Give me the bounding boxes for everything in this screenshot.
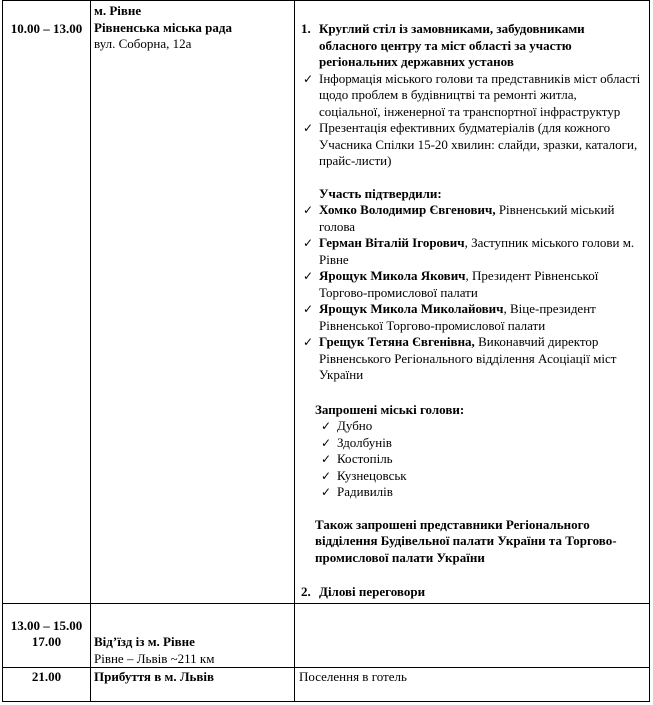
time-cell [3, 604, 91, 668]
list-item [299, 435, 641, 452]
person-name: Хомко Володимир Євгенович, [319, 202, 496, 217]
checkmark-icon: ✓ [303, 302, 314, 316]
list-item [299, 120, 641, 170]
item-title: Ділові переговори [319, 584, 426, 599]
city-item: Дубно [337, 418, 373, 433]
time-value: 21.00 [31, 669, 62, 684]
person-role: Рівненський міський голова [319, 202, 615, 234]
checkmark-icon: ✓ [321, 452, 332, 466]
time-range: 10.00 – 13.00 [10, 21, 83, 36]
list-item-text: Інформація міського голови та представників міст області щодо проблем в будівництві та ремонті житла, соціальної, інженерної та транспортної інфраструктур [319, 70, 641, 119]
checkmark-icon: ✓ [303, 203, 314, 217]
item-number: 2. [301, 584, 311, 599]
person-role: Виконавчий директор Рівненського Регіонального відділення Асоціації міст України [319, 334, 617, 382]
list-item [299, 71, 641, 121]
venue-name: Рівненська міська рада [94, 19, 232, 35]
agenda-cell [295, 1, 650, 604]
time-cell [3, 1, 91, 633]
list-item [299, 468, 641, 485]
item-title: Круглий стіл із замовниками, забудовниками обласного центру та міст області за участю регіональних державних установ [319, 21, 585, 69]
also-invited-note: Також запрошені представники Регіонального відділення Будівельної палати України та Торгово-промислової палати України [315, 516, 617, 565]
location-cell [91, 604, 295, 668]
arrival-title: Прибуття в м. Львів [94, 669, 215, 684]
checkmark-icon: ✓ [303, 269, 314, 283]
route-text: Рівне – Львів ~211 км [94, 650, 215, 666]
checkmark-icon: ✓ [321, 435, 332, 450]
table-row [3, 668, 650, 702]
list-item [299, 418, 641, 435]
agenda-cell [295, 668, 650, 702]
list-item [299, 451, 641, 468]
checkmark-icon: ✓ [303, 121, 314, 135]
table-row [3, 604, 650, 668]
hotel-note: Поселення в готель [299, 669, 407, 684]
location-cell [91, 668, 295, 702]
location-cell [91, 1, 295, 604]
agenda-item [299, 566, 641, 601]
time-range: 13.00 – 15.00 [10, 617, 83, 633]
checkmark-icon: ✓ [321, 419, 332, 433]
list-item [299, 235, 641, 268]
city-item: Радивилів [337, 484, 393, 499]
checkmark-icon: ✓ [321, 468, 332, 483]
list-item [299, 484, 641, 501]
person-role: , Президент Рівненської Торгово-промислової палати [319, 268, 599, 300]
person-name: Ярощук Микола Миколайович [319, 301, 504, 316]
city-item: Кузнецовськ [337, 467, 407, 483]
person-name: Герман Віталій Ігорович [319, 235, 465, 250]
checkmark-icon: ✓ [321, 485, 332, 499]
time-cell [3, 668, 91, 702]
person-name: Грещук Тетяна Євгенівна, [319, 334, 475, 349]
checkmark-icon: ✓ [303, 335, 314, 349]
city-item: Здолбунів [337, 434, 392, 450]
person-role: , Віце-президент Рівненської Торгово-промислової палати [319, 301, 596, 333]
item-number: 1. [301, 21, 311, 36]
city-name: м. Рівне [94, 3, 142, 18]
city-item: Костопіль [337, 451, 393, 466]
checkmark-icon: ✓ [303, 71, 314, 86]
table-row [3, 1, 650, 604]
list-item [299, 301, 641, 334]
schedule-table [2, 0, 650, 702]
time-value: 17.00 [31, 634, 62, 649]
section-heading: Запрошені міські голови: [315, 401, 465, 417]
person-role: , Заступник міського голови м. Рівне [319, 235, 635, 267]
section-heading: Участь підтвердили: [319, 185, 442, 201]
venue-address: вул. Соборна, 12а [94, 36, 192, 51]
departure-title: Від’їзд із м. Рівне [94, 634, 195, 649]
list-item [299, 334, 641, 384]
agenda-item [299, 1, 641, 71]
list-item [299, 202, 641, 235]
checkmark-icon: ✓ [303, 236, 314, 250]
list-item [299, 268, 641, 301]
agenda-cell [295, 604, 650, 668]
person-name: Ярощук Микола Якович [319, 268, 466, 283]
list-item-text: Презентація ефективних будматеріалів (для кожного Учасника Спілки 15-20 хвилин: слайди, зразки, каталоги, прайс-листи) [319, 120, 638, 168]
